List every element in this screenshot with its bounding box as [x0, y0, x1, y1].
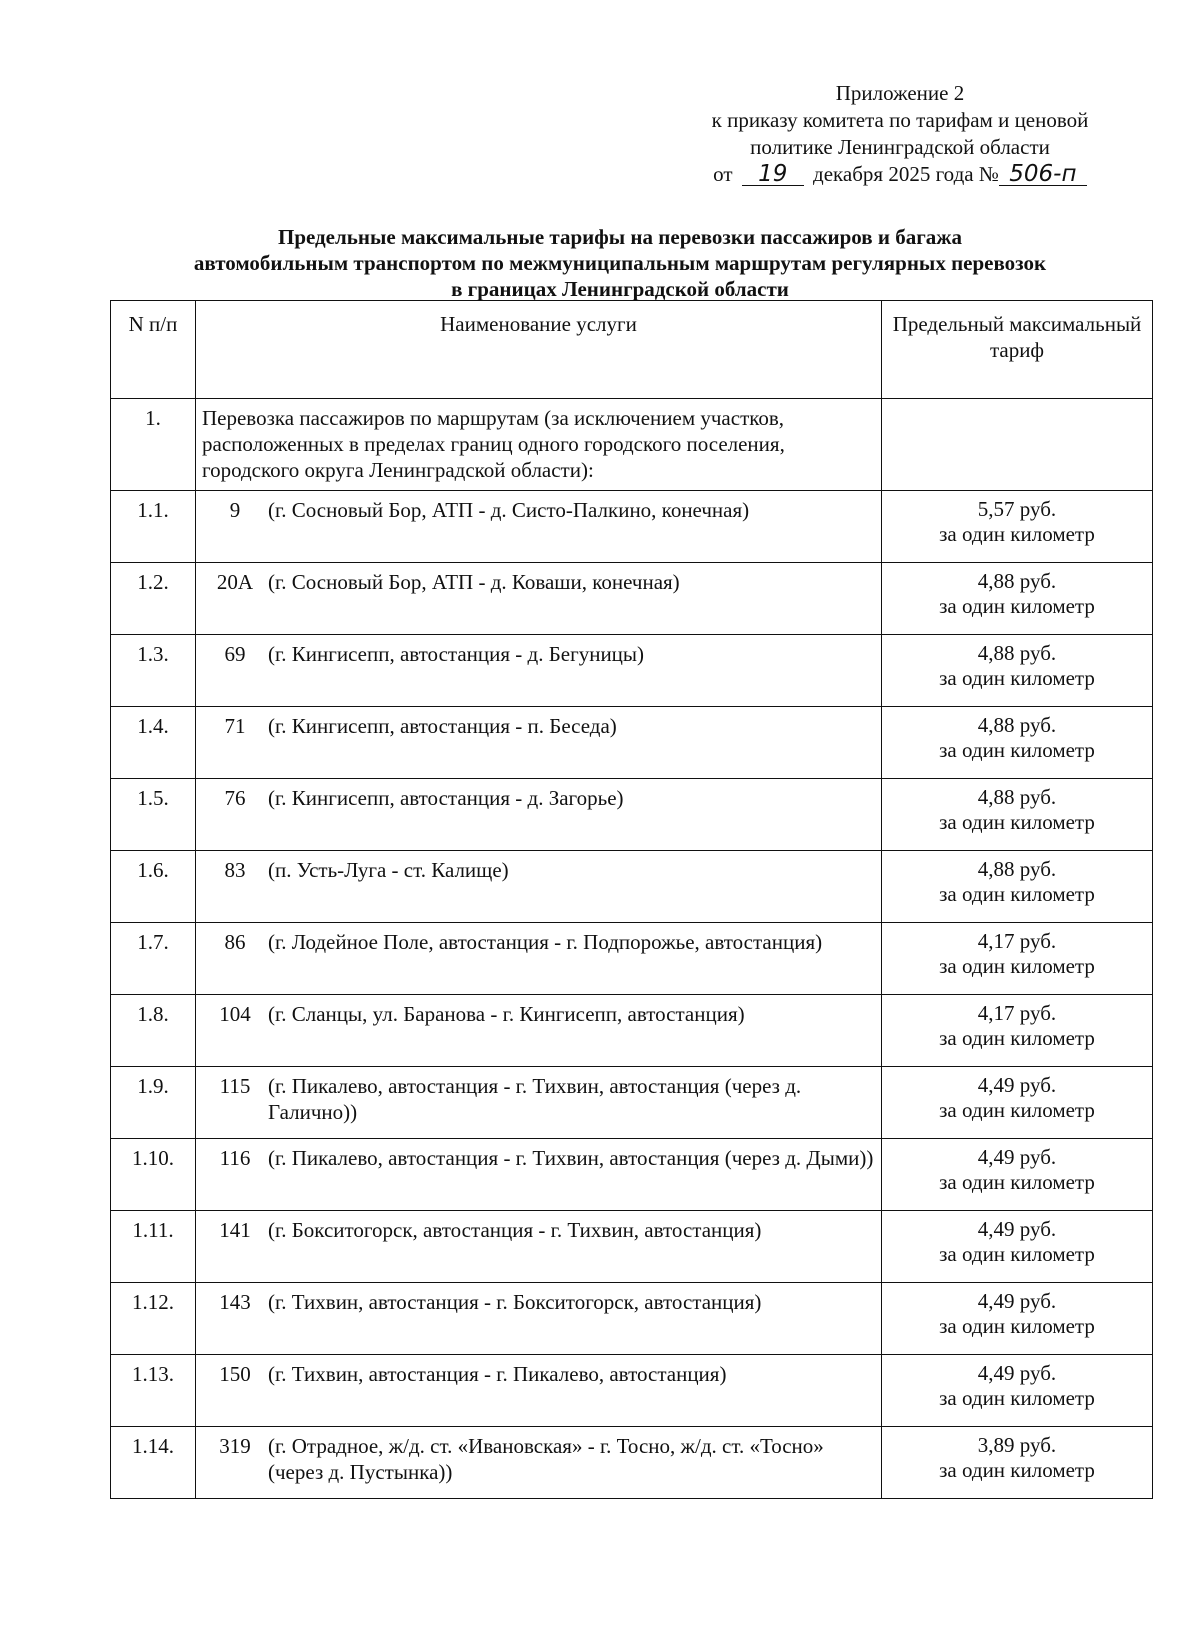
tariff-unit: за один километр [939, 1458, 1095, 1482]
tariff-value: 4,49 руб. [977, 1073, 1057, 1097]
row-service [196, 923, 882, 995]
tariff-unit: за один километр [939, 1242, 1095, 1266]
tariff-value: 4,49 руб. [977, 1289, 1057, 1313]
group-text: Перевозка пассажиров по маршрутам (за исключением участков, расположенных в пределах границ одного городского поселения, городского округа Ленинградской области): [196, 399, 882, 491]
route-name: (г. Тихвин, автостанция - г. Пикалево, автостанция) [268, 1362, 727, 1386]
row-tariff [882, 1427, 1153, 1499]
row-service [196, 851, 882, 923]
tariff-value: 4,88 руб. [977, 785, 1057, 809]
row-service [196, 995, 882, 1067]
tariff-value: 3,89 руб. [977, 1433, 1057, 1457]
table-header-row [111, 301, 1153, 399]
route-number: 141 [219, 1218, 251, 1242]
tariff-table [110, 300, 1153, 1499]
tariff-unit: за один километр [939, 1098, 1095, 1122]
row-service [196, 707, 882, 779]
row-tariff [882, 995, 1153, 1067]
title-line-2: автомобильным транспортом по межмуниципальным маршрутам регулярных перевозок [193, 251, 1047, 275]
row-num: 1.7. [111, 923, 196, 995]
title-line-3: в границах Ленинградской области [451, 277, 789, 301]
tariff-value: 4,17 руб. [977, 1001, 1057, 1025]
row-num: 1.3. [111, 635, 196, 707]
appendix-order-ref: к приказу комитета по тарифам и ценовой [711, 108, 1089, 132]
table-row [111, 1211, 1153, 1283]
tariff-value: 4,88 руб. [977, 569, 1057, 593]
row-service [196, 1139, 882, 1211]
tariff-unit: за один километр [939, 882, 1095, 906]
tariff-unit: за один километр [939, 810, 1095, 834]
title-line-1: Предельные максимальные тарифы на перевозки пассажиров и багажа [278, 225, 962, 249]
table-row [111, 1283, 1153, 1355]
route-number: 76 [224, 786, 246, 810]
appendix-dateline [660, 161, 1140, 188]
route-name: (п. Усть-Луга - ст. Калище) [268, 858, 509, 882]
tariff-unit: за один километр [939, 1026, 1095, 1050]
route-number: 20А [216, 570, 254, 594]
route-name: (г. Сосновый Бор, АТП - д. Систо-Палкино, конечная) [268, 498, 750, 522]
group-row [111, 399, 1153, 491]
tariff-value: 4,88 руб. [977, 641, 1057, 665]
tariff-unit: за один километр [939, 594, 1095, 618]
route-name: (г. Кингисепп, автостанция - п. Беседа) [268, 714, 617, 738]
row-service [196, 491, 882, 563]
route-number: 115 [219, 1074, 251, 1098]
row-tariff [882, 1355, 1153, 1427]
row-tariff [882, 563, 1153, 635]
table-row [111, 635, 1153, 707]
table-row [111, 779, 1153, 851]
row-service [196, 1283, 882, 1355]
date-prefix: от [713, 162, 733, 186]
row-num: 1.9. [111, 1067, 196, 1139]
route-name: (г. Пикалево, автостанция - г. Тихвин, автостанция (через д. Галично)) [268, 1074, 802, 1124]
route-name: (г. Тихвин, автостанция - г. Бокситогорск, автостанция) [268, 1290, 762, 1314]
route-number: 71 [224, 714, 246, 738]
row-service [196, 1067, 882, 1139]
row-service [196, 779, 882, 851]
route-name: (г. Кингисепп, автостанция - д. Бегуницы) [268, 642, 645, 666]
date-rest: декабря 2025 года № [813, 162, 999, 186]
row-num: 1.13. [111, 1355, 196, 1427]
tariff-unit: за один километр [939, 1314, 1095, 1338]
route-number: 319 [219, 1434, 251, 1458]
tariff-value: 4,88 руб. [977, 857, 1057, 881]
route-name: (г. Лодейное Поле, автостанция - г. Подпорожье, автостанция) [268, 930, 823, 954]
tariff-unit: за один километр [939, 738, 1095, 762]
tariff-unit: за один километр [939, 666, 1095, 690]
row-tariff [882, 851, 1153, 923]
header-tariff: Предельный максимальный тариф [882, 301, 1153, 399]
route-number: 9 [229, 498, 241, 522]
row-num: 1.14. [111, 1427, 196, 1499]
row-num: 1.11. [111, 1211, 196, 1283]
route-name: (г. Кингисепп, автостанция - д. Загорье) [268, 786, 624, 810]
tariff-unit: за один километр [939, 954, 1095, 978]
row-service [196, 1355, 882, 1427]
table-row [111, 491, 1153, 563]
row-num: 1.1. [111, 491, 196, 563]
row-num: 1.4. [111, 707, 196, 779]
route-number: 143 [219, 1290, 251, 1314]
row-service [196, 1427, 882, 1499]
tariff-value: 4,49 руб. [977, 1361, 1057, 1385]
row-num: 1.6. [111, 851, 196, 923]
row-tariff [882, 779, 1153, 851]
table-row [111, 707, 1153, 779]
tariff-value: 4,49 руб. [977, 1217, 1057, 1241]
tariff-value: 4,17 руб. [977, 929, 1057, 953]
row-tariff [882, 491, 1153, 563]
row-service [196, 635, 882, 707]
handwritten-day: 19 [742, 163, 804, 186]
row-num: 1.12. [111, 1283, 196, 1355]
route-name: (г. Сланцы, ул. Баранова - г. Кингисепп, автостанция) [268, 1002, 745, 1026]
row-tariff [882, 1283, 1153, 1355]
row-service [196, 563, 882, 635]
header-num: N п/п [111, 301, 196, 399]
route-name: (г. Отрадное, ж/д. ст. «Ивановская» - г. Тосно, ж/д. ст. «Тосно» (через д. Пустынка)) [268, 1434, 824, 1484]
tariff-value: 4,88 руб. [977, 713, 1057, 737]
tariff-value: 4,49 руб. [977, 1145, 1057, 1169]
tariff-value: 5,57 руб. [977, 497, 1057, 521]
table-row [111, 1067, 1153, 1139]
route-number: 86 [224, 930, 246, 954]
appendix-block [660, 80, 1140, 188]
route-number: 116 [219, 1146, 251, 1170]
table-row [111, 1139, 1153, 1211]
route-number: 104 [219, 1002, 251, 1026]
route-number: 150 [219, 1362, 251, 1386]
route-name: (г. Бокситогорск, автостанция - г. Тихвин, автостанция) [268, 1218, 762, 1242]
tariff-unit: за один километр [939, 522, 1095, 546]
table-row [111, 851, 1153, 923]
row-tariff [882, 1067, 1153, 1139]
header-service: Наименование услуги [196, 301, 882, 399]
row-tariff [882, 1211, 1153, 1283]
row-tariff [882, 635, 1153, 707]
row-num: 1.5. [111, 779, 196, 851]
route-name: (г. Сосновый Бор, АТП - д. Коваши, конечная) [268, 570, 680, 594]
row-num: 1.8. [111, 995, 196, 1067]
route-number: 83 [224, 858, 246, 882]
document-title [120, 224, 1120, 302]
appendix-title: Приложение 2 [835, 81, 965, 105]
row-tariff [882, 707, 1153, 779]
table-row [111, 563, 1153, 635]
handwritten-order-number: 506-п [999, 163, 1087, 186]
group-num: 1. [111, 399, 196, 491]
table-row [111, 995, 1153, 1067]
group-price-empty [882, 399, 1153, 491]
row-num: 1.10. [111, 1139, 196, 1211]
row-tariff [882, 1139, 1153, 1211]
tariff-unit: за один километр [939, 1386, 1095, 1410]
appendix-authority: политике Ленинградской области [750, 135, 1050, 159]
table-row [111, 1355, 1153, 1427]
route-number: 69 [224, 642, 246, 666]
row-tariff [882, 923, 1153, 995]
row-num: 1.2. [111, 563, 196, 635]
table-row [111, 1427, 1153, 1499]
table-row [111, 923, 1153, 995]
row-service [196, 1211, 882, 1283]
route-name: (г. Пикалево, автостанция - г. Тихвин, автостанция (через д. Дыми)) [268, 1146, 874, 1170]
tariff-unit: за один километр [939, 1170, 1095, 1194]
